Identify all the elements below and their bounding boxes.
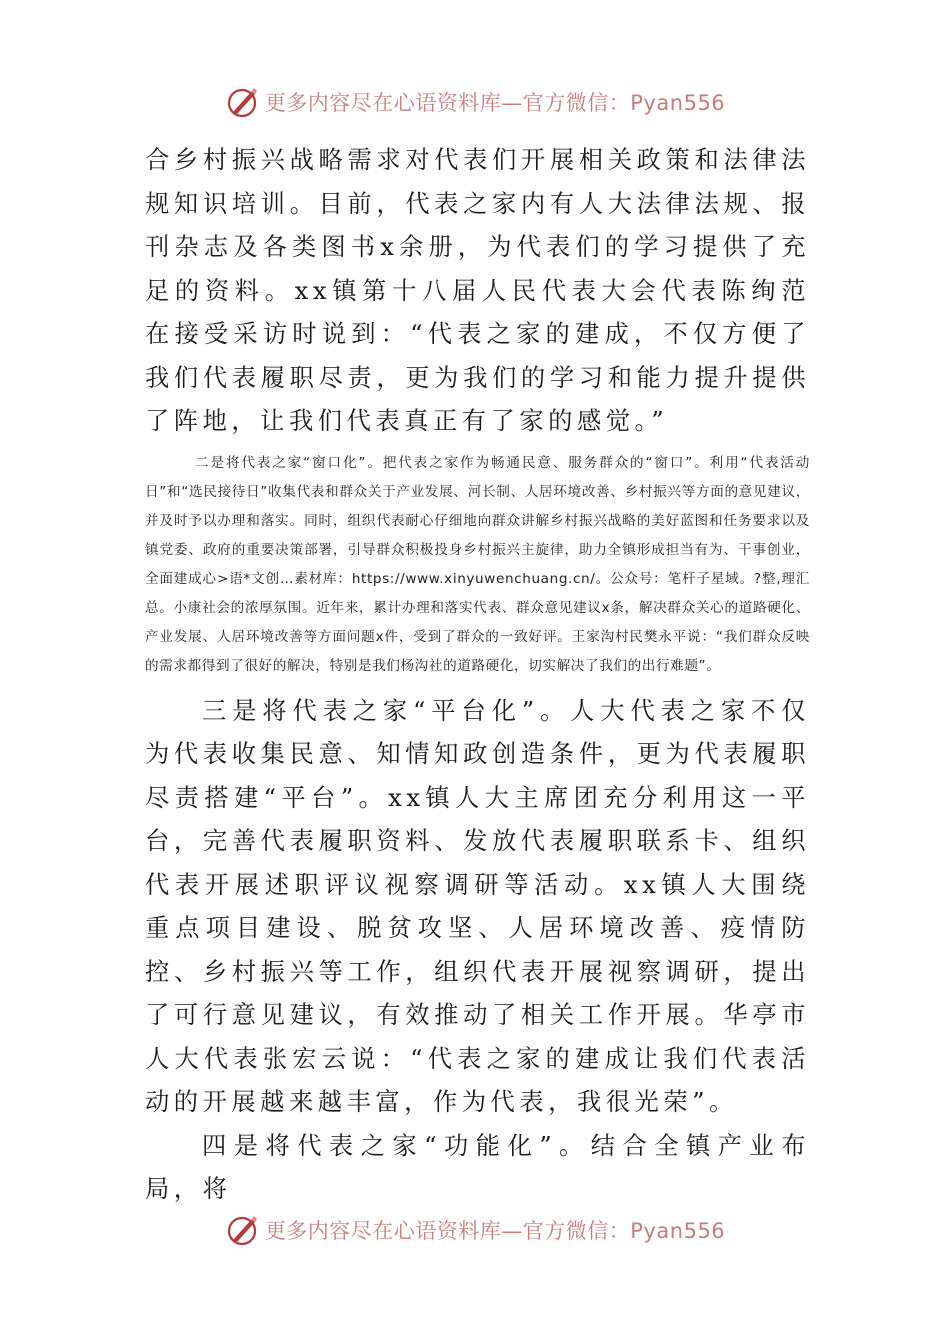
footer-banner	[0, 1210, 950, 1250]
header-banner-text: 更多内容尽在心语资料库—官方微信：Pyan556	[264, 91, 726, 115]
paragraph-2: 二是将代表之家“窗口化”。把代表之家作为畅通民意、服务群众的“窗口”。利用“代表活动日”和“选民接待日”收集代表和群众关于产业发展、河长制、人居环境改善、乡村振兴等方面的意见建议，并及时予以办理和落实。同时，组织代表耐心仔细地向群众讲解乡村振兴战略的美好蓝图和任务要求以及镇党委、政府的重要决策部署，引导群众积极投身乡村振兴主旋律，助力全镇形成担当有为、干事创业，全面建成心>语*文创…素材库：https://www.xinyuwenchuang.cn/。公众号：笔杆子星域。?整,理汇总。小康社会的浓厚氛围。近年来，累计办理和落实代表、群众意见建议x条，解决群众关心的道路硬化、产业发展、人居环境改善等方面问题x件，受到了群众的一致好评。王家沟村民樊永平说：“我们群众反映的需求都得到了很好的解决，特别是我们杨沟社的道路硬化，切实解决了我们的出行难题”。	[145, 454, 810, 674]
document-body	[145, 138, 810, 1211]
footer-banner-text: 更多内容尽在心语资料库—官方微信：Pyan556	[264, 1219, 726, 1243]
paragraph-4: 四是将代表之家“功能化”。结合全镇产业布局，将	[145, 1130, 810, 1203]
pen-logo-icon	[225, 1212, 261, 1248]
header-banner	[0, 82, 950, 122]
paragraph-1: 合乡村振兴战略需求对代表们开展相关政策和法律法规知识培训。目前，代表之家内有人大法律法规、报刊杂志及各类图书x余册，为代表们的学习提供了充足的资料。xx镇第十八届人民代表大会代表陈绚范在接受采访时说到：“代表之家的建成，不仅方便了我们代表履职尽责，更为我们的学习和能力提升提供了阵地，让我们代表真正有了家的感觉。”	[145, 145, 810, 435]
pen-logo-icon	[225, 84, 261, 120]
paragraph-3: 三是将代表之家“平台化”。人大代表之家不仅为代表收集民意、知情知政创造条件，更为代表履职尽责搭建“平台”。xx镇人大主席团充分利用这一平台，完善代表履职资料、发放代表履职联系卡、组织代表开展述职评议视察调研等活动。xx镇人大围绕重点项目建设、脱贫攻坚、人居环境改善、疫情防控、乡村振兴等工作，组织代表开展视察调研，提出了可行意见建议，有效推动了相关工作开展。华亭市人大代表张宏云说：“代表之家的建成让我们代表活动的开展越来越丰富，作为代表，我很光荣”。	[145, 695, 810, 1116]
